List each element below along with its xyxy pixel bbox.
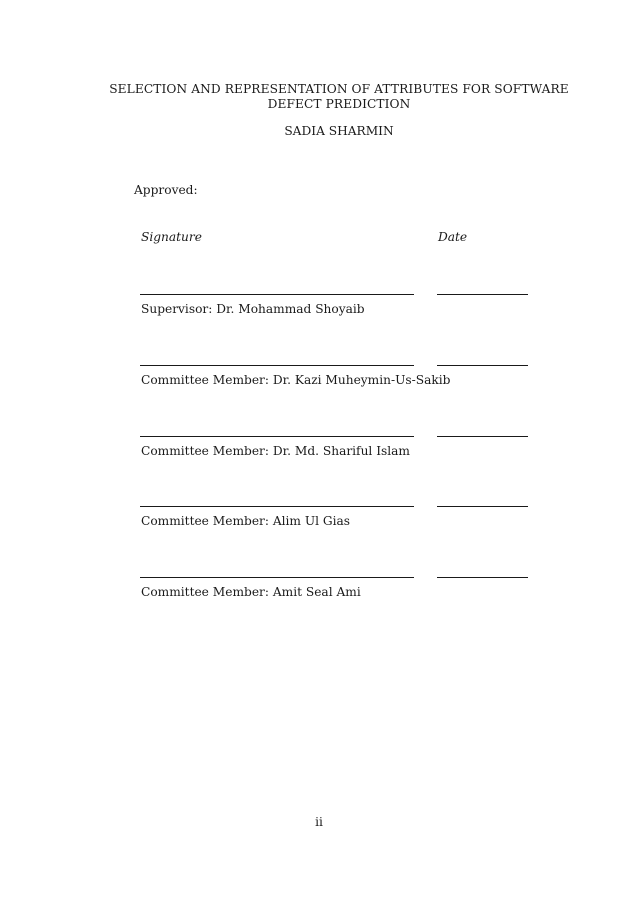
- date-line: [437, 506, 528, 507]
- signature-line: [140, 365, 414, 366]
- date-heading: Date: [438, 230, 468, 244]
- approved-label: Approved:: [134, 183, 198, 197]
- signatory-label: Committee Member: Dr. Kazi Muheymin-Us-Sakib: [141, 373, 451, 387]
- signature-row-committee-4: [0, 577, 638, 617]
- signature-row-supervisor: [0, 294, 638, 334]
- date-line: [437, 294, 528, 295]
- signature-row-committee-1: [0, 365, 638, 405]
- signature-row-committee-2: [0, 436, 638, 476]
- title-line-1: SELECTION AND REPRESENTATION OF ATTRIBUTES FOR SOFTWARE: [109, 82, 569, 96]
- date-line: [437, 365, 528, 366]
- page-number: ii: [315, 815, 323, 829]
- title-line-2: DEFECT PREDICTION: [267, 97, 411, 111]
- author-name: SADIA SHARMIN: [284, 124, 394, 138]
- signatory-label: Committee Member: Alim Ul Gias: [141, 514, 351, 528]
- signature-line: [140, 506, 414, 507]
- signatory-label: Committee Member: Dr. Md. Shariful Islam: [141, 444, 410, 458]
- signature-line: [140, 436, 414, 437]
- signature-heading: Signature: [141, 230, 202, 244]
- signature-line: [140, 577, 414, 578]
- date-line: [437, 436, 528, 437]
- signature-line: [140, 294, 414, 295]
- signatory-label: Committee Member: Amit Seal Ami: [141, 585, 361, 599]
- signature-row-committee-3: [0, 506, 638, 546]
- date-line: [437, 577, 528, 578]
- signatory-label: Supervisor: Dr. Mohammad Shoyaib: [141, 302, 365, 316]
